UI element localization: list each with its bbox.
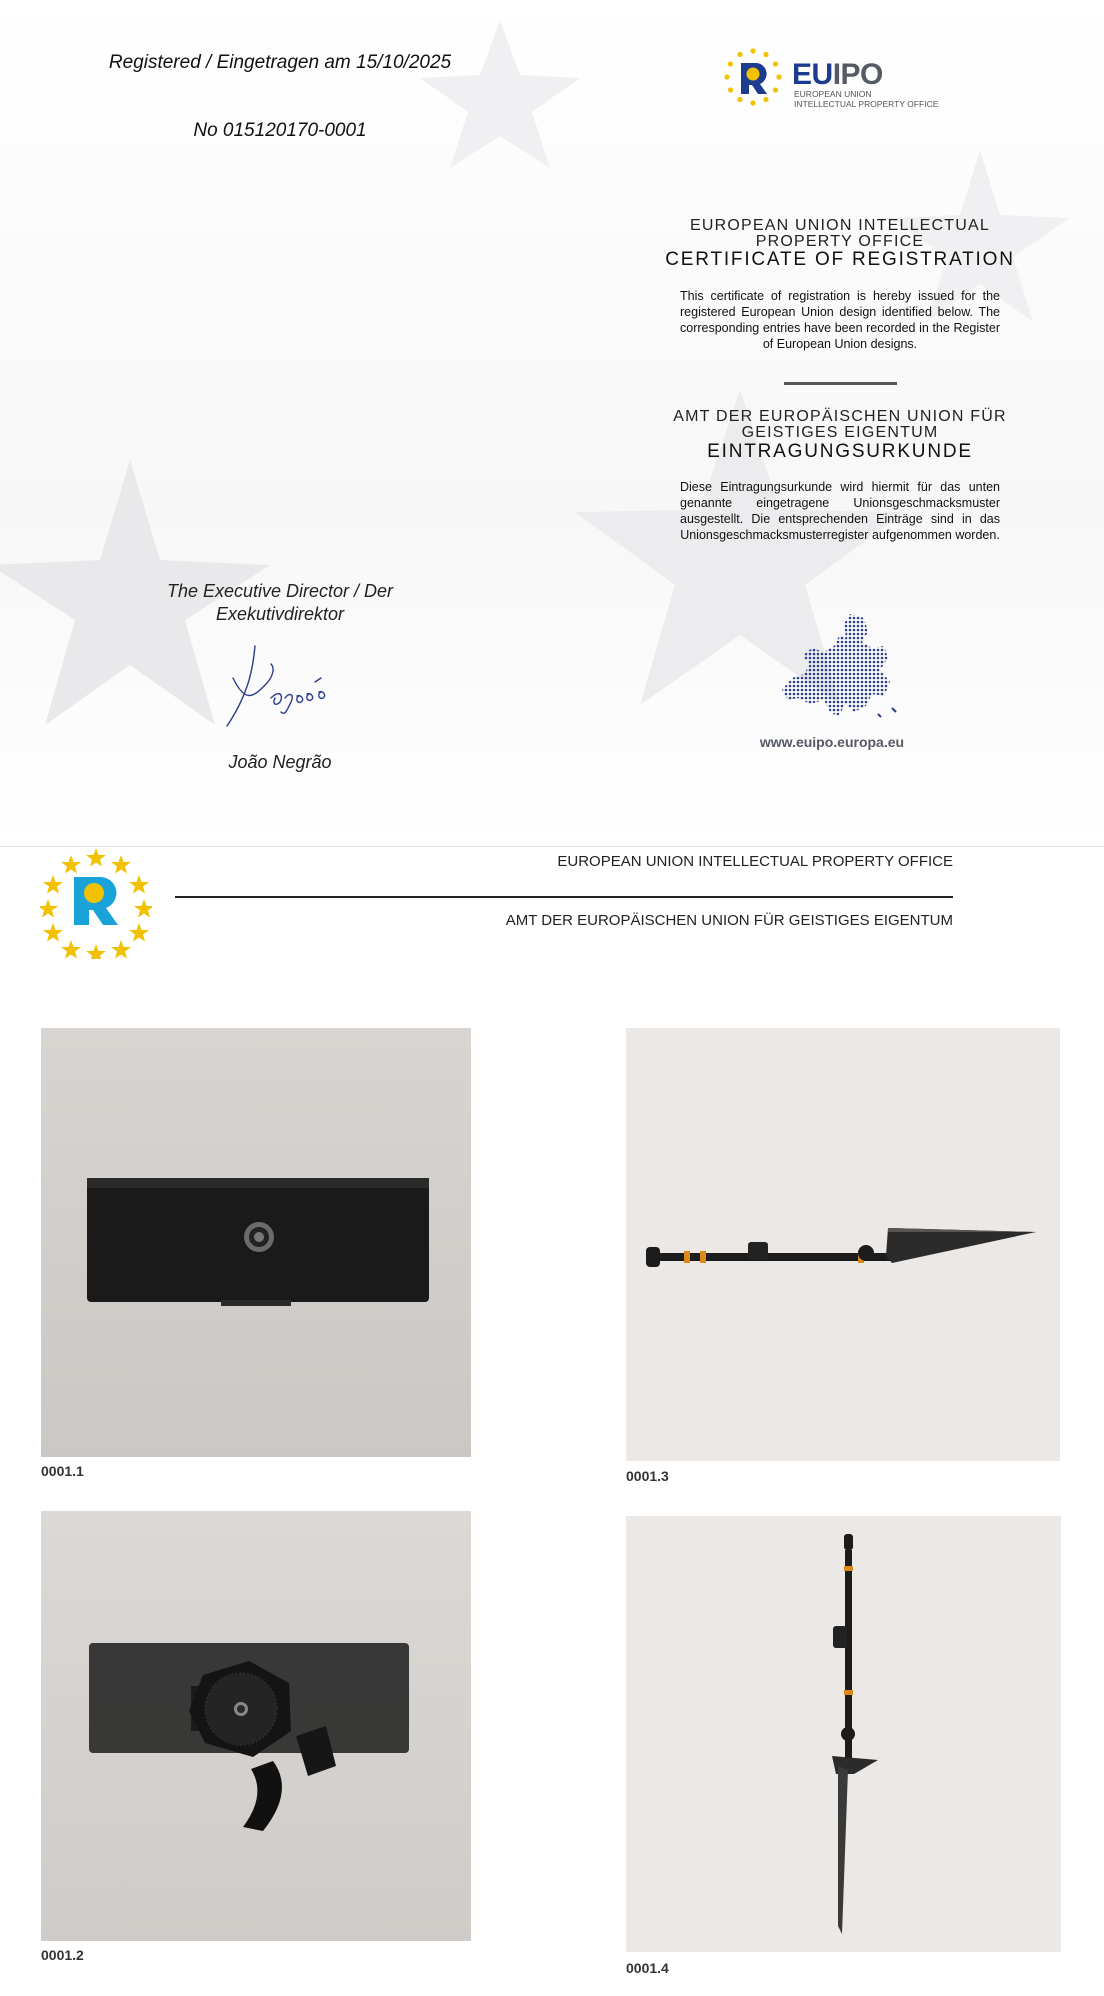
certificate-statement-en: This certificate of registration is hereby issued for the registered European Union design identified below. The corresponding entries have been recorded in the Register of European Union designs. <box>680 289 1000 351</box>
certificate-title-en: CERTIFICATE OF REGISTRATION <box>665 249 1015 270</box>
certificate-title-de: EINTRAGUNGSURKUNDE <box>707 441 973 462</box>
design-view-image <box>41 1028 471 1457</box>
office-name-en-line2: PROPERTY OFFICE <box>755 233 925 250</box>
certificate-cover-page <box>0 0 1104 846</box>
euipo-wordmark: EUIPO <box>792 58 883 91</box>
registration-date: Registered / Eingetragen am 15/10/2025 <box>108 52 452 73</box>
annex-header-de: AMT DER EUROPÄISCHEN UNION FÜR GEISTIGES EIGENTUM <box>505 912 953 929</box>
euipo-emblem-icon <box>40 847 152 959</box>
office-name-de-line2: GEISTIGES EIGENTUM <box>741 424 939 441</box>
office-name-en-line1: EUROPEAN UNION INTELLECTUAL <box>689 217 990 234</box>
design-view-image <box>626 1028 1060 1461</box>
euipo-wordmark-subtitle: EUROPEAN UNION INTELLECTUAL PROPERTY OFFICE <box>794 89 939 109</box>
design-views-page <box>0 847 1104 1996</box>
design-view-image <box>626 1516 1061 1952</box>
design-view-caption: 0001.1 <box>41 1463 84 1479</box>
signature-image <box>215 638 345 733</box>
design-view-caption: 0001.4 <box>626 1960 669 1976</box>
annex-header-en: EUROPEAN UNION INTELLECTUAL PROPERTY OFFICE <box>557 853 953 870</box>
certificate-statement-de: Diese Eintragungsurkunde wird hiermit für das unten genannte eingetragene Unionsgeschmacksmuster ausgestellt. Die entsprechenden Einträge sind in das Unionsgeschmacksmusterregister aufgenommen worden. <box>680 480 1000 542</box>
office-name-de-line1: AMT DER EUROPÄISCHEN UNION FÜR <box>673 408 1007 425</box>
signatory-name: João Negrão <box>228 752 332 772</box>
annex-header-rule <box>175 896 953 898</box>
design-view-image <box>41 1511 471 1941</box>
design-view-caption: 0001.3 <box>626 1468 669 1484</box>
design-view-caption: 0001.2 <box>41 1947 84 1963</box>
executive-director-title: The Executive Director / Der Exekutivdirektor <box>166 581 394 624</box>
euipo-emblem-icon <box>722 46 784 108</box>
registration-number: No 015120170-0001 <box>193 120 367 141</box>
eu-map-icon <box>780 612 900 724</box>
euipo-website-link[interactable]: www.euipo.europa.eu <box>759 734 905 750</box>
section-divider <box>784 382 897 385</box>
